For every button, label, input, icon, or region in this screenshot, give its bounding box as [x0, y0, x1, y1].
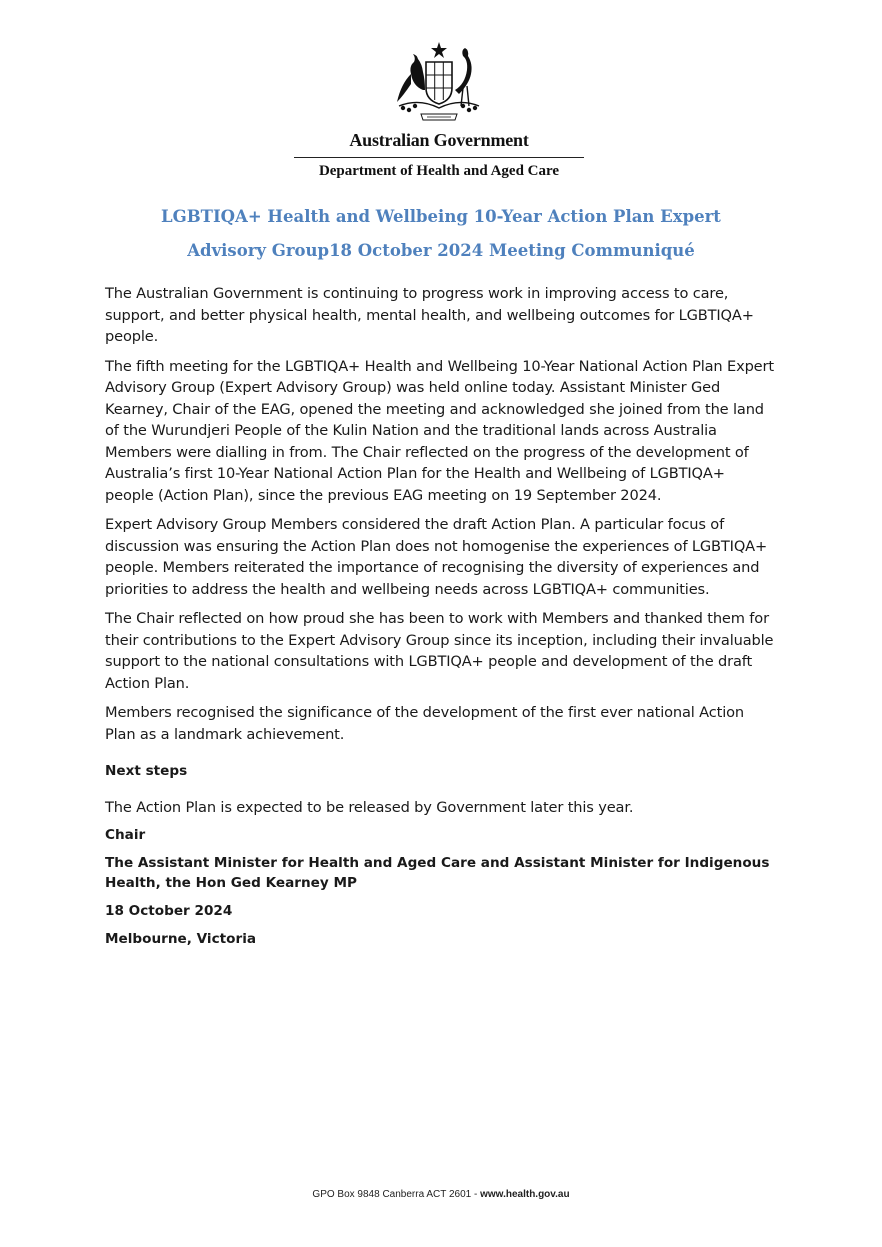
paragraph-chair-thanks: The Chair reflected on how proud she has been to work with Members and thanked them for their contributions to the Expert Advisory Group since its inception, including their invaluable support to the national consultations with LGBTIQA+ people and development of the draft Action Plan.: [105, 610, 774, 692]
next-steps-text: The Action Plan is expected to be released by Government later this year.: [105, 799, 634, 816]
paragraph-landmark: Members recognised the significance of the development of the first ever national Action Plan as a landmark achievement.: [105, 704, 744, 743]
page-title: [100, 200, 782, 268]
footer-address: GPO Box 9848 Canberra ACT 2601 -: [312, 1189, 481, 1200]
paragraph-draft-plan: Expert Advisory Group Members considered the draft Action Plan. A particular focus of discussion was ensuring the Action Plan does not homogenise the experiences of LGBTIQA+ people. Members reiterated the importance of recognising the diversity of experiences and priorities to address the health and wellbeing needs across LGBTIQA+ communities.: [105, 516, 768, 598]
paragraph-intro: The Australian Government is continuing to progress work in improving access to care, support, and better physical health, mental health, and wellbeing outcomes for LGBTIQA+ people.: [105, 285, 754, 345]
paragraph-meeting: The fifth meeting for the LGBTIQA+ Health and Wellbeing 10-Year National Action Plan Expert Advisory Group (Expert Advisory Group) was held online today. Assistant Minister Ged Kearney, Chair of the EAG, opened the meeting and acknowledged she joined from the land of the Wurundjeri People of the Kulin Nation and the traditional lands across Australia Members were dialling in from. The Chair reflected on the progress of the development of Australia’s first 10-Year National Action Plan for the Health and Wellbeing of LGBTIQA+ people (Action Plan), since the previous EAG meeting on 19 September 2024.: [105, 357, 774, 504]
signoff-location: Melbourne, Victoria: [105, 930, 257, 947]
letterhead-divider: [294, 157, 584, 158]
organisation-name: Australian Government: [349, 130, 529, 150]
signoff-name: The Assistant Minister for Health and Aged Care and Assistant Minister for Indigenous Health, the Hon Ged Kearney MP: [105, 854, 770, 891]
title-line-1: LGBTIQA+ Health and Wellbeing 10-Year Action Plan Expert: [161, 207, 721, 226]
signoff-role: Chair: [105, 826, 146, 843]
communique-body: [105, 283, 775, 949]
next-steps-heading: Next steps: [105, 763, 188, 779]
letterhead: [294, 40, 584, 180]
page-footer: [0, 1189, 882, 1200]
title-line-2: Advisory Group18 October 2024 Meeting Communiqué: [187, 241, 695, 260]
footer-website-link[interactable]: www.health.gov.au: [480, 1189, 570, 1200]
signoff-date: 18 October 2024: [105, 902, 233, 919]
coat-of-arms-icon: [389, 40, 489, 124]
department-name: Department of Health and Aged Care: [318, 163, 560, 179]
